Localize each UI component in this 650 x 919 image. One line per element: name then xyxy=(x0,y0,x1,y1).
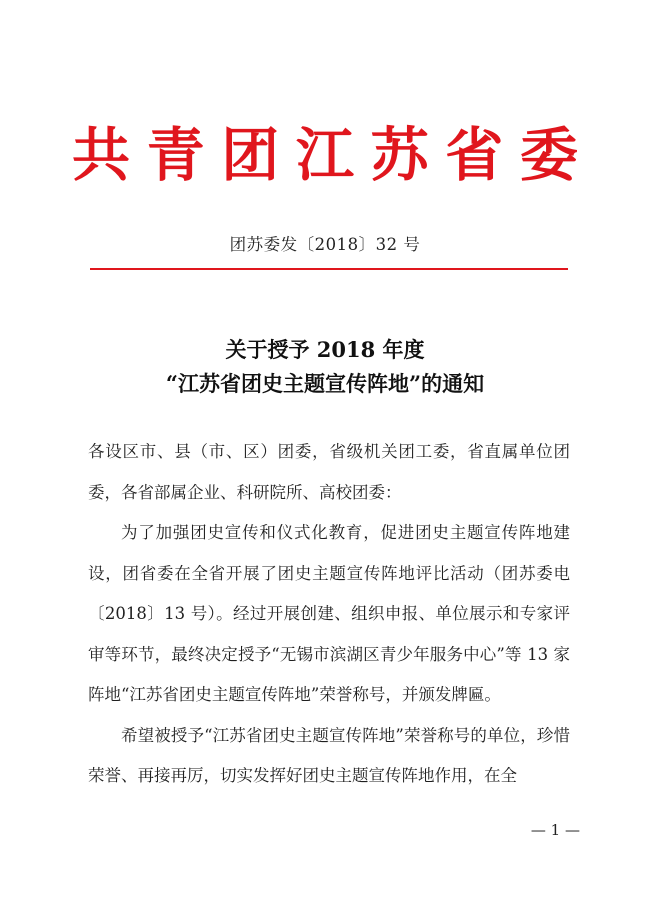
document-title-line-2: “江苏省团史主题宣传阵地”的通知 xyxy=(165,371,485,396)
masthead-char: 共 xyxy=(71,121,130,189)
masthead-char: 青 xyxy=(146,121,205,189)
masthead-char: 省 xyxy=(445,121,504,189)
body-paragraph-2: 希望被授予“江苏省团史主题宣传阵地”荣誉称号的单位，珍惜荣誉、再接再厉，切实发挥好团史主题宣传阵地作用，在全 xyxy=(88,725,570,785)
red-header-divider xyxy=(90,268,568,270)
issuing-organization-masthead xyxy=(70,118,580,192)
document-number: 团苏委发〔2018〕32 号 xyxy=(229,235,421,254)
document-title-line-1: 关于授予 2018 年度 xyxy=(225,337,425,362)
body-paragraph-1: 为了加强团史宣传和仪式化教育，促进团史主题宣传阵地建设，团省委在全省开展了团史主题宣传阵地评比活动（团苏委电〔2018〕13 号）。经过开展创建、组织申报、单位展示和专家评审等环节，最终决定授予“无锡市滨湖区青少年服务中心”等 13 家阵地“江苏省团史主题宣传阵地”荣誉称号，并颁发牌匾。 xyxy=(88,523,570,704)
masthead-char: 苏 xyxy=(370,121,429,189)
salutation-paragraph: 各设区市、县（市、区）团委，省级机关团工委，省直属单位团委，各省部属企业、科研院所、高校团委： xyxy=(88,442,570,502)
masthead-char: 江 xyxy=(295,121,354,189)
masthead-char: 委 xyxy=(519,121,578,189)
masthead-char: 团 xyxy=(221,121,280,189)
page-number: — 1 — xyxy=(530,821,580,839)
document-body xyxy=(88,432,570,797)
